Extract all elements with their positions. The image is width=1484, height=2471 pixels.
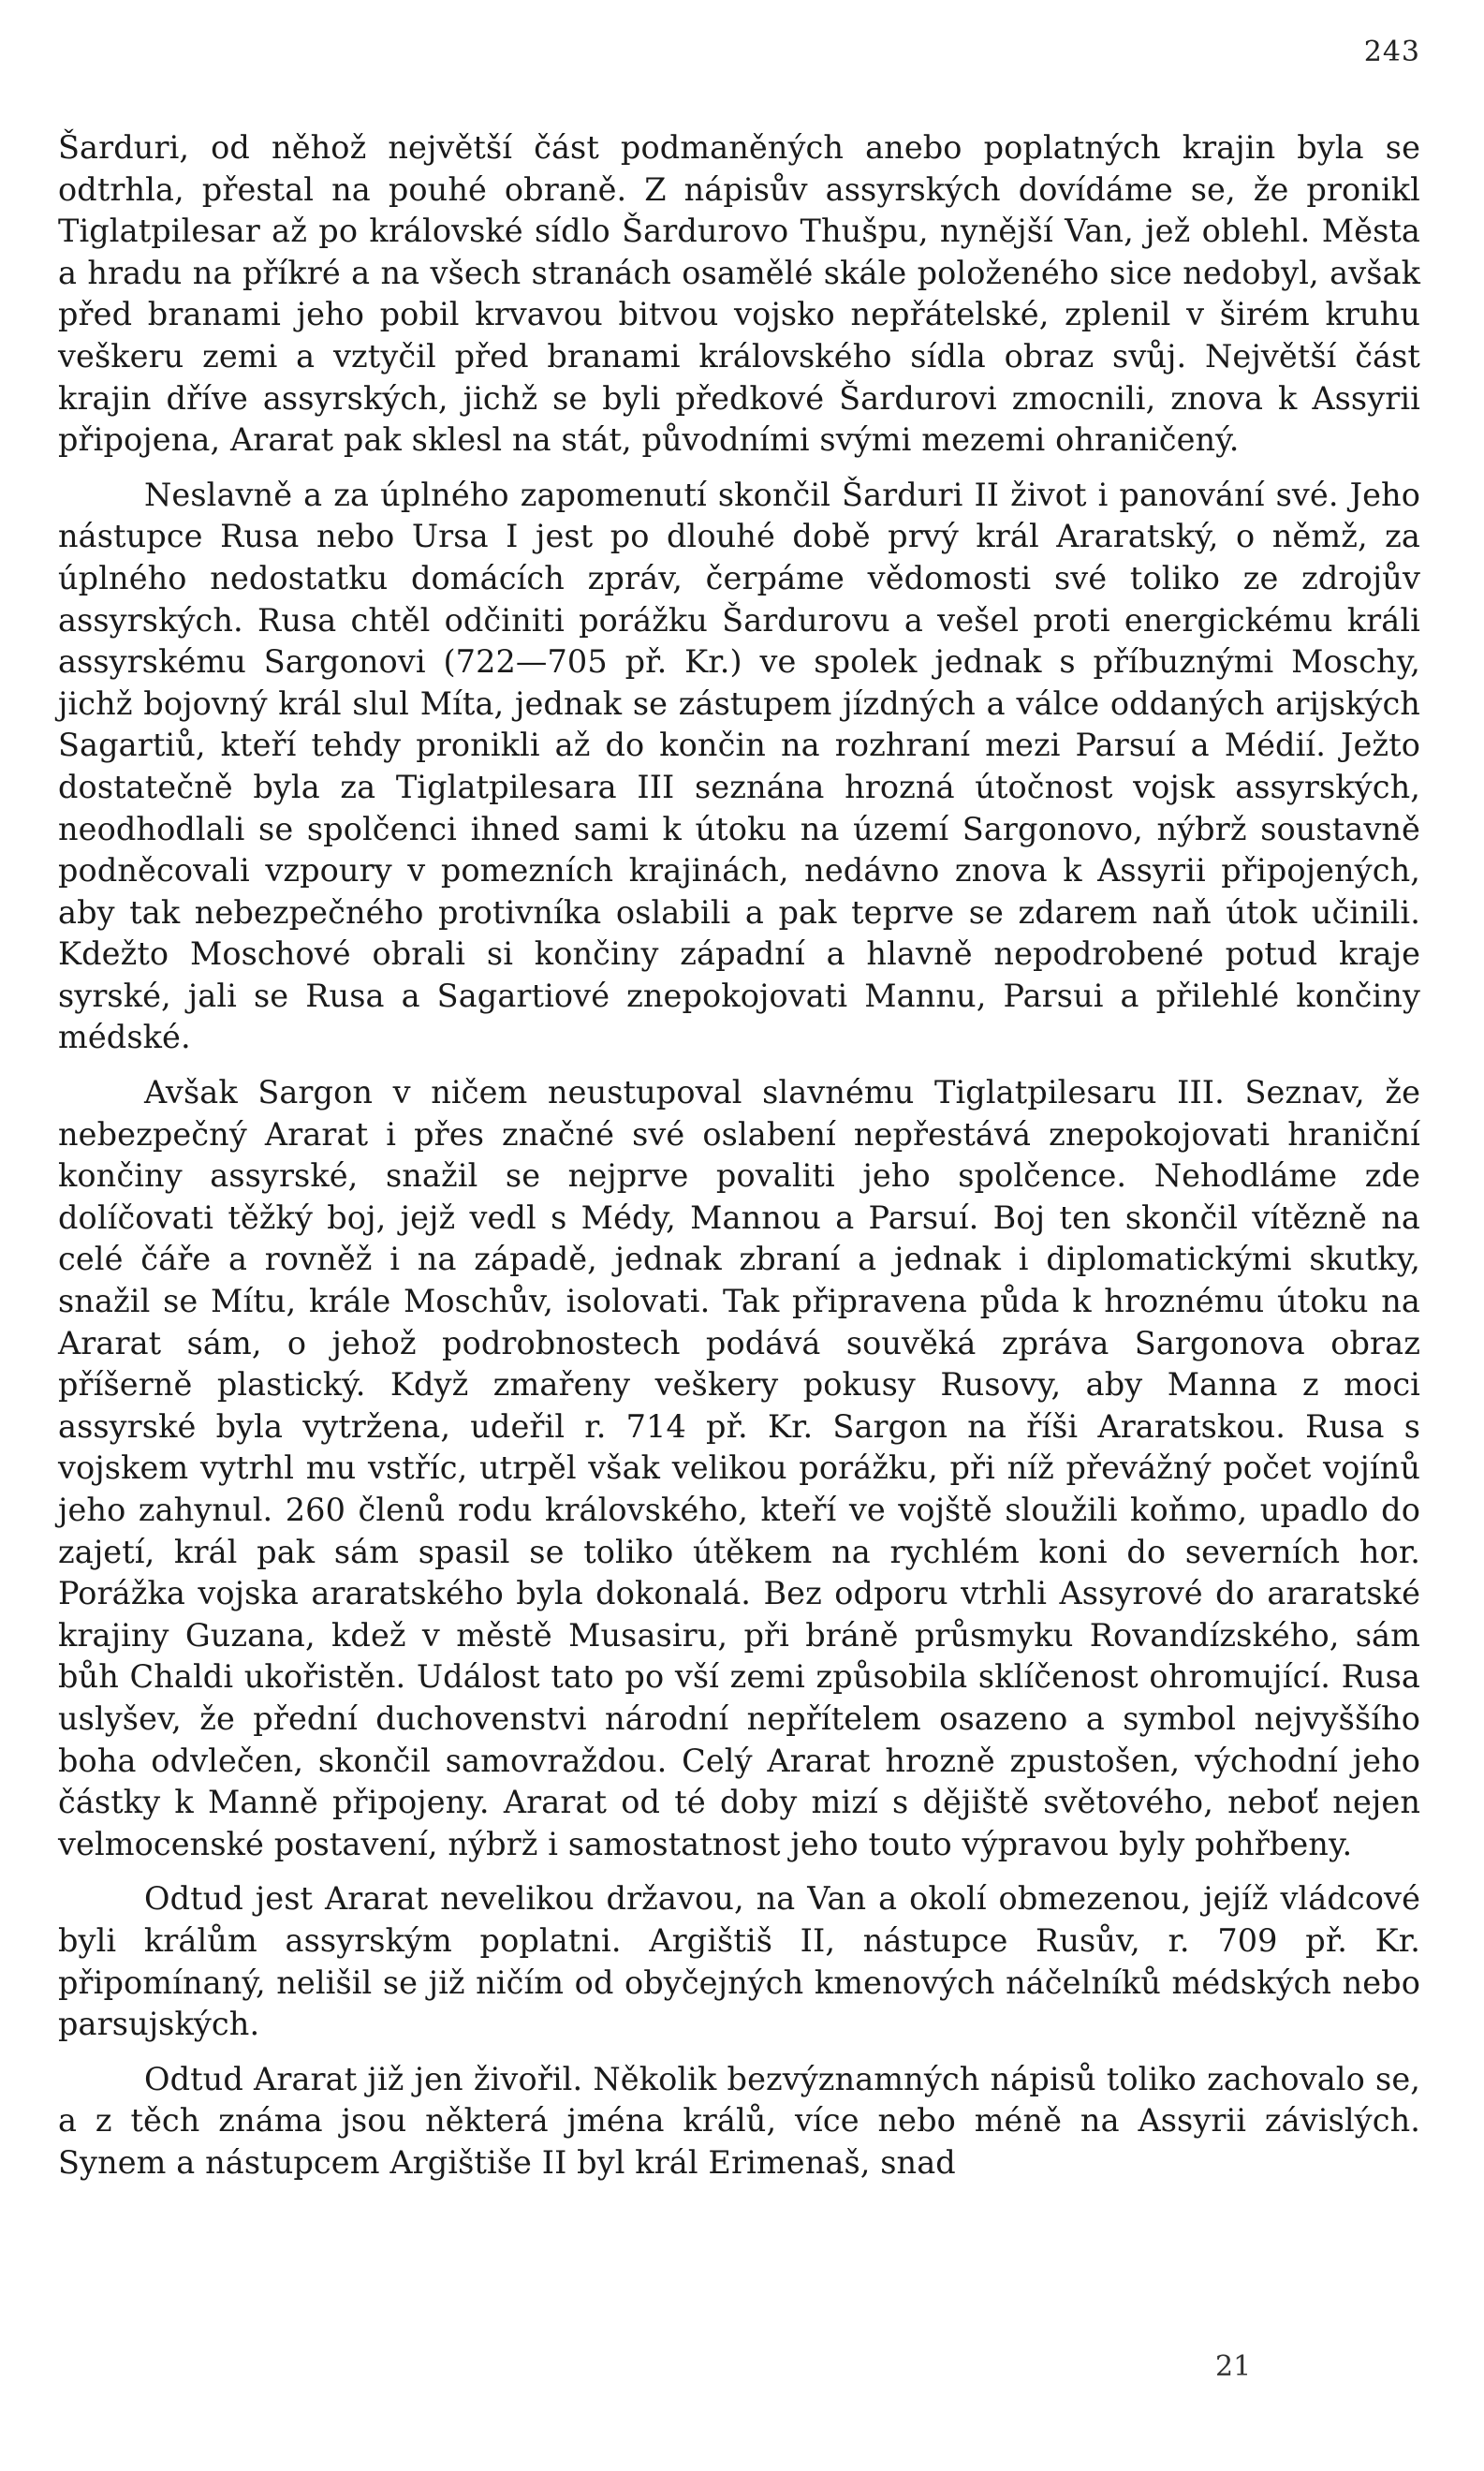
paragraph-2: Neslavně a za úplného zapomenutí skončil Šarduri II život i panování své. Jeho nástupce Rusa nebo Ursa I jest po dlouhé době prvý král Araratský, o němž, za úplného nedostatku domácích zpráv, čerpáme vědomosti své toliko ze zdrojův assyrských. Rusa chtěl odčiniti porážku Šardurovu a vešel proti energickému králi assyrskému Sargonovi (722—705 př. Kr.) ve spolek jednak s příbuznými Moschy, jichž bojovný král slul Míta, jednak se zástupem jízdných a válce oddaných arijských Sagartiů, kteří tehdy pronikli až do končin na rozhraní mezi Parsuí a Médií. Ježto dostatečně byla za Tiglatpilesara III seznána hrozná útočnost vojsk assyrských, neodhodlali se spolčenci ihned sami k útoku na území Sargonovo, nýbrž soustavně podněcovali vzpoury v pomezních krajinách, nedávno znova k Assyrii připojených, aby tak nebezpečného protivníka oslabili a pak teprve se zdarem naň útok učinili. Kdežto Moschové obrali si končiny západní a hlavně nepodrobené potud kraje syrské, jali se Rusa a Sagartiové znepokojovati Mannu, Parsui a přilehlé končiny médské. bbox=[58, 476, 1420, 1056]
paragraph-5: Odtud Ararat již jen živořil. Několik bezvýznamných nápisů toliko zachovalo se, a z těch známa jsou některá jména králů, více nebo méně na Assyrii závislých. Synem a nástupcem Argištiše II byl král Erimenaš, snad bbox=[58, 2060, 1420, 2181]
printer-signature: 21 bbox=[1215, 2350, 1252, 2383]
paragraph-1: Šarduri, od něhož největší část podmaněných anebo poplatných krajin byla se odtrhla, přestal na pouhé obraně. Z nápisův assyrských dovídáme se, že pronikl Tiglatpilesar až po královské sídlo Šardurovo Thušpu, nynější Van, jež oblehl. Města a hradu na příkré a na všech stranách osamělé skále položeného sice nedobyl, avšak před branami jeho pobil krvavou bitvou vojsko nepřátelské, zplenil v širém kruhu veškeru zemi a vztyčil před branami královského sídla obraz svůj. Největší část krajin dříve assyrských, jichž se byli předkové Šardurovi zmocnili, znova k Assyrii připojena, Ararat pak sklesl na stát, původními svými mezemi ohraničený. bbox=[58, 129, 1420, 459]
page-number: 243 bbox=[1363, 36, 1420, 68]
paragraph-3: Avšak Sargon v ničem neustupoval slavnému Tiglatpilesaru III. Seznav, že nebezpečný Ararat i přes značné své oslabení nepřestává znepokojovati hraniční končiny assyrské, snažil se nejprve povaliti jeho spolčence. Nehodláme zde dolíčovati těžký boj, jejž vedl s Médy, Mannou a Parsuí. Boj ten skončil vítězně na celé čáře a rovněž i na západě, jednak zbraní a jednak i diplomatickými skutky, snažil se Mítu, krále Moschův, isolovati. Tak připravena půda k hroznému útoku na Ararat sám, o jehož podrobnostech podává souvěká zpráva Sargonova obraz příšerně plastický. Když zmařeny veškery pokusy Rusovy, aby Manna z moci assyrské byla vytržena, udeřil r. 714 př. Kr. Sargon na říši Araratskou. Rusa s vojskem vytrhl mu vstříc, utrpěl však velikou porážku, při níž převážný počet vojínů jeho zahynul. 260 členů rodu královského, kteří ve vojště sloužili koňmo, upadlo do zajetí, král pak sám spasil se toliko útěkem na rychlém koni do severních hor. Porážka vojska araratského byla dokonalá. Bez odporu vtrhli Assyrové do araratské krajiny Guzana, kdež v městě Musasiru, při bráně průsmyku Rovandízského, sám bůh Chaldi ukořistěn. Událost tato po vší zemi způsobila sklíčenost ohromující. Rusa uslyšev, že přední duchovenstvi národní nepřítelem osazeno a symbol nejvyššího boha odvlečen, skončil samovraždou. Celý Ararat hrozně zpustošen, východní jeho částky k Manně připojeny. Ararat od té doby mizí s dějiště světového, neboť nejen velmocenské postavení, nýbrž i samostatnost jeho touto výpravou byly pohřbeny. bbox=[58, 1074, 1420, 1862]
paragraph-4: Odtud jest Ararat nevelikou državou, na Van a okolí obmezenou, jejíž vládcové byli králům assyrským poplatni. Argištiš II, nástupce Rusův, r. 709 př. Kr. připomínaný, nelišil se již ničím od obyčejných kmenových náčelníků médských nebo parsujských. bbox=[58, 1880, 1420, 2043]
body-text bbox=[58, 127, 1420, 2184]
